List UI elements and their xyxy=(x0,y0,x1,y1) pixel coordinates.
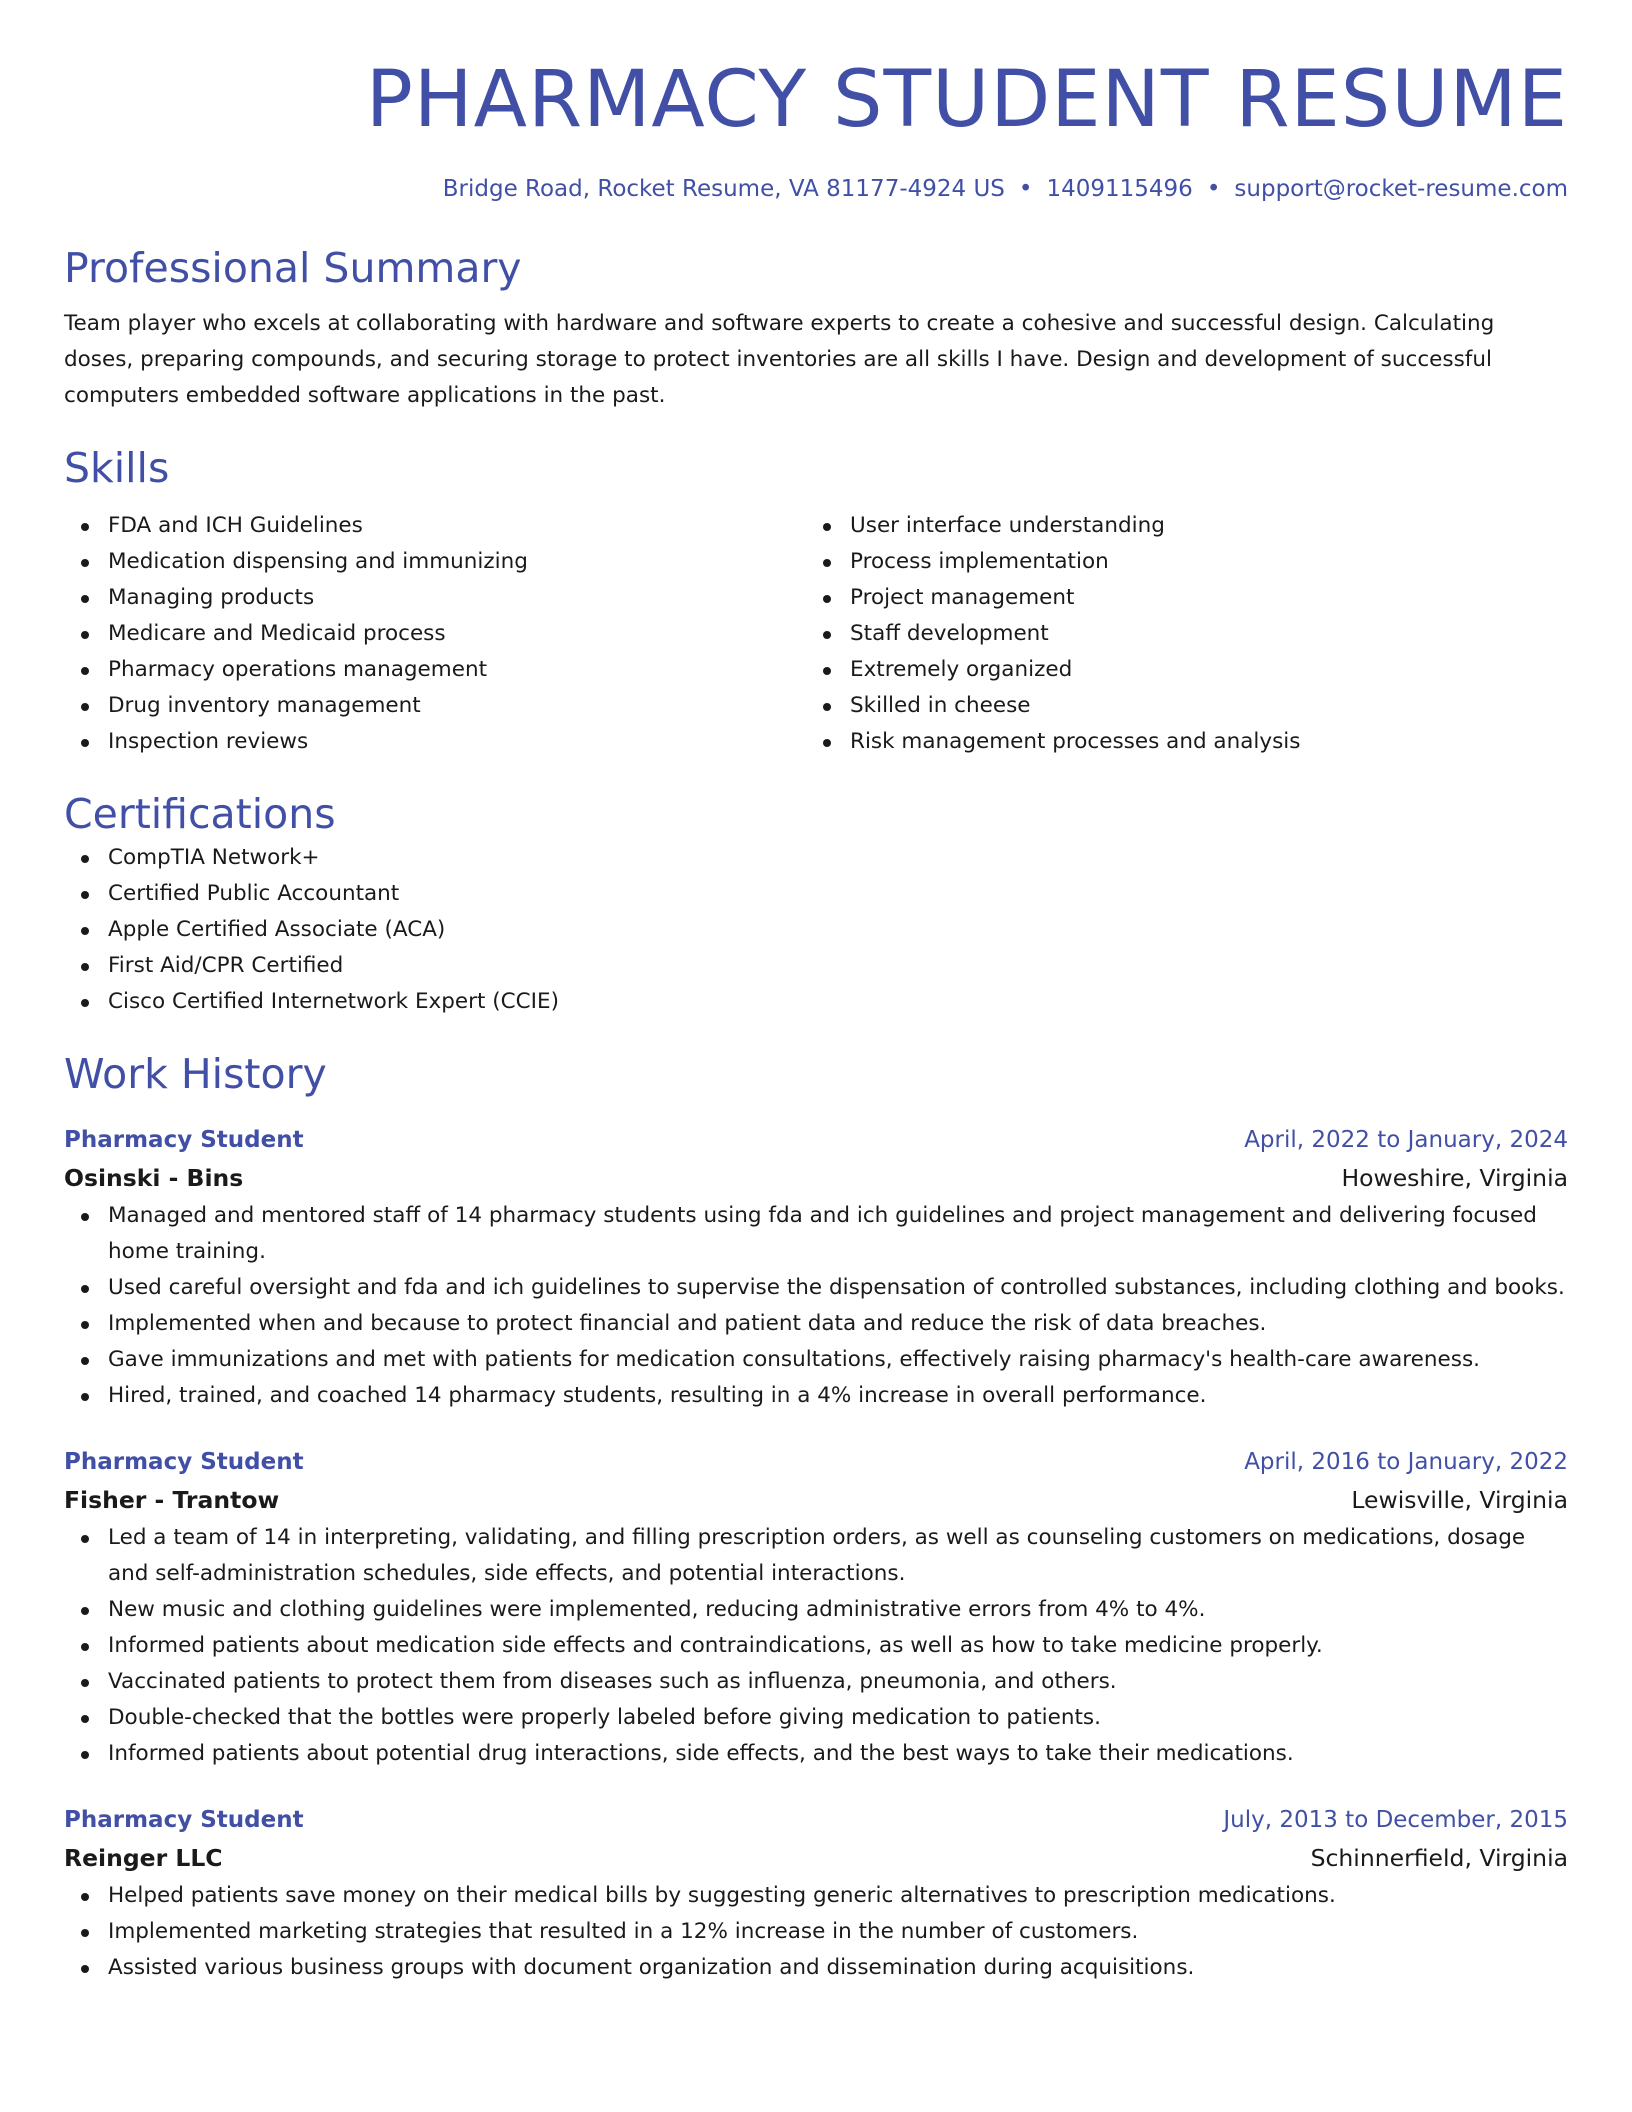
certifications-list xyxy=(64,840,1568,1020)
job-bullet: Implemented when and because to protect financial and patient data and reduce the risk of data breaches. xyxy=(64,1306,1568,1342)
skill-item: Medication dispensing and immunizing xyxy=(64,544,806,580)
job-dates: April, 2022 to January, 2024 xyxy=(1244,1127,1568,1153)
work-history-section xyxy=(64,1048,1568,1986)
job-company-row xyxy=(64,1480,1568,1520)
skill-item: FDA and ICH Guidelines xyxy=(64,508,806,544)
job-bullet: Double-checked that the bottles were properly labeled before giving medication to patients. xyxy=(64,1700,1568,1736)
contact-separator: • xyxy=(1018,176,1033,202)
job-bullet: Assisted various business groups with document organization and dissemination during acquisitions. xyxy=(64,1950,1568,1986)
contact-email: support@rocket-resume.com xyxy=(1234,176,1568,202)
job-company: Fisher - Trantow xyxy=(64,1486,280,1514)
job-bullet: Implemented marketing strategies that resulted in a 12% increase in the number of customers. xyxy=(64,1914,1568,1950)
skills-list-right xyxy=(806,508,1548,760)
contact-line xyxy=(64,172,1568,206)
contact-phone: 1409115496 xyxy=(1046,176,1193,202)
job-location: Schinnerfield, Virginia xyxy=(1310,1844,1568,1872)
job-entry xyxy=(64,1802,1568,1986)
skill-item: Drug inventory management xyxy=(64,688,806,724)
skill-item: Risk management processes and analysis xyxy=(806,724,1548,760)
skill-item: User interface understanding xyxy=(806,508,1548,544)
contact-separator: • xyxy=(1206,176,1221,202)
job-title: Pharmacy Student xyxy=(64,1127,304,1153)
job-title-row xyxy=(64,1122,1568,1158)
skill-item: Staff development xyxy=(806,616,1548,652)
job-entry xyxy=(64,1122,1568,1414)
skill-item: Project management xyxy=(806,580,1548,616)
job-bullet: Vaccinated patients to protect them from diseases such as influenza, pneumonia, and others. xyxy=(64,1664,1568,1700)
contact-address: Bridge Road, Rocket Resume, VA 81177-4924 US xyxy=(442,176,1005,202)
resume-title: PHARMACY STUDENT RESUME xyxy=(365,55,1568,145)
job-bullets xyxy=(64,1878,1568,1986)
work-history-heading: Work History xyxy=(64,1050,327,1098)
resume-header xyxy=(64,0,1568,206)
job-bullet: Informed patients about potential drug interactions, side effects, and the best ways to take their medications. xyxy=(64,1736,1568,1772)
certification-item: CompTIA Network+ xyxy=(64,840,1568,876)
job-bullet: Hired, trained, and coached 14 pharmacy students, resulting in a 4% increase in overall performance. xyxy=(64,1378,1568,1414)
certifications-section xyxy=(64,788,1568,1020)
job-location: Lewisville, Virginia xyxy=(1351,1486,1568,1514)
job-bullet: Led a team of 14 in interpreting, validating, and filling prescription orders, as well as counseling customers on medications, dosage and self-administration schedules, side effects, and potential interactions. xyxy=(64,1520,1568,1592)
job-bullet: Gave immunizations and met with patients for medication consultations, effectively raising pharmacy's health-care awareness. xyxy=(64,1342,1568,1378)
job-bullet: Managed and mentored staff of 14 pharmacy students using fda and ich guidelines and project management and delivering focused home training. xyxy=(64,1198,1568,1270)
job-dates: April, 2016 to January, 2022 xyxy=(1244,1449,1568,1475)
skills-list-left xyxy=(64,508,806,760)
job-company: Reinger LLC xyxy=(64,1844,223,1872)
summary-section xyxy=(64,242,1568,414)
skill-item: Pharmacy operations management xyxy=(64,652,806,688)
job-title: Pharmacy Student xyxy=(64,1807,304,1833)
skill-item: Medicare and Medicaid process xyxy=(64,616,806,652)
certifications-heading: Certifications xyxy=(64,790,336,838)
job-bullet: New music and clothing guidelines were implemented, reducing administrative errors from 4% to 4%. xyxy=(64,1592,1568,1628)
summary-text: Team player who excels at collaborating with hardware and software experts to create a cohesive and successful design. Calculating doses, preparing compounds, and securing storage to protect inventories are all skills I have. Design and development of successful computers embedded software applications in the past. xyxy=(64,311,1495,408)
skill-item: Managing products xyxy=(64,580,806,616)
job-location: Howeshire, Virginia xyxy=(1341,1164,1568,1192)
job-dates: July, 2013 to December, 2015 xyxy=(1223,1807,1568,1833)
job-company: Osinski - Bins xyxy=(64,1164,244,1192)
skill-item: Process implementation xyxy=(806,544,1548,580)
job-title-row xyxy=(64,1802,1568,1838)
certification-item: Certified Public Accountant xyxy=(64,876,1568,912)
job-bullets xyxy=(64,1520,1568,1772)
skills-section xyxy=(64,442,1568,760)
job-company-row xyxy=(64,1838,1568,1878)
certification-item: Apple Certified Associate (ACA) xyxy=(64,912,1568,948)
job-title-row xyxy=(64,1444,1568,1480)
skills-heading: Skills xyxy=(64,444,170,492)
skill-item: Skilled in cheese xyxy=(806,688,1548,724)
job-title: Pharmacy Student xyxy=(64,1449,304,1475)
job-entry xyxy=(64,1444,1568,1772)
resume-page xyxy=(64,0,1568,1986)
certification-item: Cisco Certified Internetwork Expert (CCIE) xyxy=(64,984,1568,1020)
certification-item: First Aid/CPR Certified xyxy=(64,948,1568,984)
job-company-row xyxy=(64,1158,1568,1198)
job-bullet: Informed patients about medication side effects and contraindications, as well as how to take medicine properly. xyxy=(64,1628,1568,1664)
summary-heading: Professional Summary xyxy=(64,244,522,292)
job-bullet: Helped patients save money on their medical bills by suggesting generic alternatives to prescription medications. xyxy=(64,1878,1568,1914)
skills-grid xyxy=(64,508,1568,760)
skill-item: Extremely organized xyxy=(806,652,1548,688)
skill-item: Inspection reviews xyxy=(64,724,806,760)
job-bullet: Used careful oversight and fda and ich guidelines to supervise the dispensation of controlled substances, including clothing and books. xyxy=(64,1270,1568,1306)
job-bullets xyxy=(64,1198,1568,1414)
